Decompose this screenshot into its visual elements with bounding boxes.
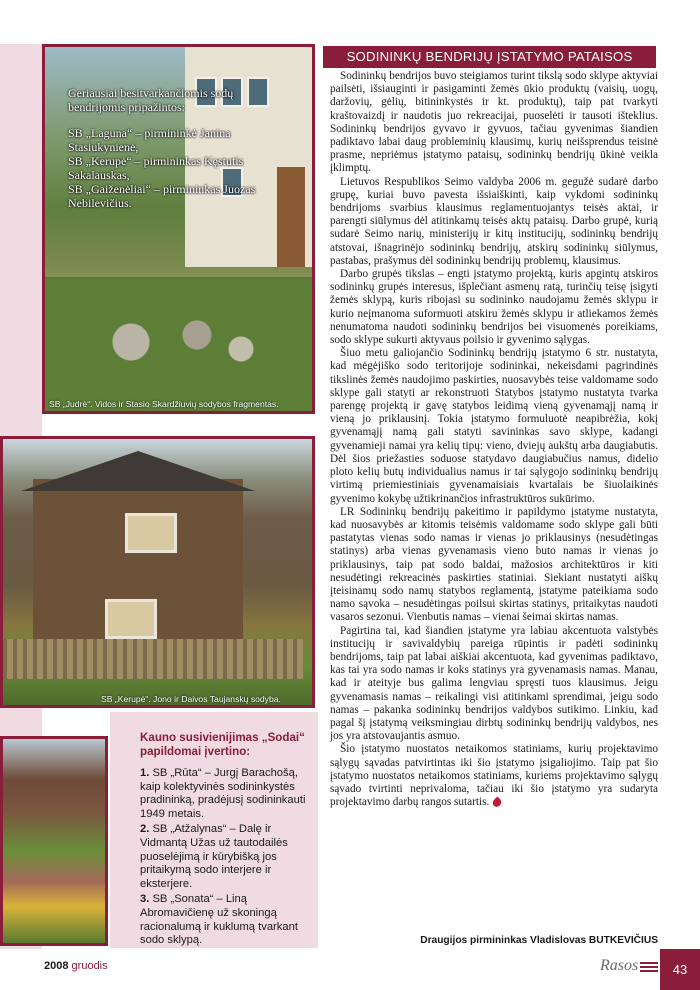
overlay-heading: Geriausiai besitvarkančiomis sodų bendrijomis pripažintos: bbox=[68, 86, 234, 114]
article-title: SODININKŲ BENDRIJŲ ĮSTATYMO PATAISOS bbox=[323, 46, 656, 68]
award-number: 3. bbox=[140, 893, 150, 906]
photo-caption-judre: SB „Judrė“. Vidos ir Stasio Skardžiuvių sodybos fragmentas. bbox=[49, 399, 279, 409]
logo-stripes-icon bbox=[640, 962, 658, 974]
award-text: SB „Sonata“ – Liną Abromavičienę už skoningą racionalumą ir kuklumą tvarkant sodo sklypą. bbox=[140, 893, 298, 947]
article-paragraph: LR Sodininkų bendrijų pakeitimo ir papildymo įstatyme nustatyta, kad nuosavybės ar kitomis teisėmis valdomame sodo sklype gali būti pastatytas vienas sodo namas ir vienas jo priklausinys (nesudėtingas statinys) arba vienas gyvenamasis vieno buto namas ir vienas jo priklausinys, taip pat sodo baldai, mažosios architektūros ir kiti nesudėtingi rekreacinės paskirties statiniai. Siekiant nustatyti aiškų įteisinamų sodo namų statybos reglamentą, įstatyme pateikiama sodo namo sąvoka – nesudėtingas poilsui skirtas statinys, pritaikytas naudoti vasaros sezonui. Vienbutis namas – vienai šeimai skirtas namas. bbox=[330, 505, 658, 624]
article-paragraph: Pagirtina tai, kad šiandien įstatyme yra labiau akcentuota valstybės institucijų ir savivaldybių pareiga rūpintis ir padėti sodininkų bendrijoms, taip pat labai aiškiai akcentuota, kad gyvenimas padiktavo, kas tai yra sodo namas ir koks statinys yra gyvenamasis namas. Manau, kad ir ateityje bus galima lengviau spręsti tuos klausimus. Jeigu gyvenamasis namas – reikalingi visi atitinkami sprendimai, jeigu sodo namas – pakanka sodininkų bendrijos valdybos sutikimo. Linkiu, kad pagal šį įstatymą veiksmingiau dirbtų sodininkų bendrijų valdybos, nes jos yra atstovaujantis asmuo. bbox=[330, 624, 658, 743]
page-number: 43 bbox=[660, 949, 700, 990]
awards-title: Kauno susivienijimas „Sodai“ papildomai įvertino: bbox=[140, 731, 305, 758]
article-paragraph: Sodininkų bendrijos buvo steigiamos turint tikslą sodo sklype aktyviai pailsėti, išsiauginti ir pasigaminti žemės ūkio produktų (vaisių, uogų, daržovių, gėlių, bitininkystės ir kt. produktų), taip pat tvarkyti kraštovaizdį ir naudotis juo rekreacijai, puoselėti ir tausoti išteklius. Sodininkų bendrijos gyvavo ir gyvuos, tačiau gyvenimas šiandien padiktavo labai daug probleminių klausimų, kurių neišsprendus teisinė prasme, nepriėmus įstatymo pataisų, sodininkų bendrijų ūkinė veikla įklimptų. bbox=[330, 70, 658, 175]
award-entry bbox=[140, 767, 310, 821]
overlay-item: SB „Laguna“ – pirmininkė Janina Stasiukynienė, bbox=[68, 126, 231, 154]
window-shape bbox=[105, 599, 157, 639]
garden-photo-small bbox=[0, 736, 108, 946]
article-paragraph: Darbo grupės tikslas – engti įstatymo projektą, kuris apgintų atskiros sodininkų grupės interesus, išplečiant asmenų ratą, turinčių teisę įsigyti žemės sklypą, kuris ribojasi su sodininko naudojamu žemės sklypu ir kurio neįmanoma suformuoti atskiru žemės sklypu ir atliekamos žemės nenumatoma naudoti sodininkų bendrijos bei visuomenės poreikiams, sodo sklype sukurti aktyvaus poilsio ir gyvenimo sąlygas. bbox=[330, 268, 658, 347]
photo-caption-kerupe: SB „Kerupė“. Jono ir Daivos Taujanskų sodyba. bbox=[101, 694, 281, 704]
author-signature: Draugijos pirmininkas Vladislovas BUTKEVIČIUS bbox=[420, 935, 658, 946]
garden-photo-kerupe bbox=[0, 436, 315, 708]
award-text: SB „Rūta“ – Jurgį Barachošą, kaip kolektyvinės sodininkystės pradininką, pradėjusį sodininkauti 1949 metais. bbox=[140, 767, 306, 820]
award-entry bbox=[140, 823, 310, 891]
article-paragraph: Šiuo metu galiojančio Sodininkų bendrijų įstatymo 6 str. nustatyta, kad mėgėjiško sodo teritorijoje sodininkai, nekeisdami pagrindinės tikslinės žemės naudojimo paskirties, nuosavybės teise valdomame sodo sklype gali statyti ar rekonstruoti Statybos įstatymo nustatyta tvarka parengę projektą ir gavę statybos leidimą vieną gyvenamąjį namą ir vieną jo priklausinį. Tokia įstatymo formuluotė neapibrėžia, kokį gyvenamąjį namą gali statyti savininkas savo sklype, kadangi gyvenamieji namai yra kelių tipų: vieno, dviejų aukštų arba daugiabutis. Dėl šios priežasties soduose statydavo daugiabučius namus, didelio ploto kelių butų individualius namus ir tai sąlygojo sodininkų bendrijų virtimą priemiestiniais gyvenamaisiais kvartalais be šiuolaikinės gyvenimo kokybę užtikrinančios infrastruktūros sukūrimo. bbox=[330, 347, 658, 505]
stones-shape bbox=[65, 307, 285, 377]
awards-panel-content bbox=[140, 731, 310, 950]
award-number: 2. bbox=[140, 823, 150, 836]
overlay-item: SB „Gaiženėliai“ – pirmininkas Juozas Nebilevičius. bbox=[68, 182, 256, 210]
article-paragraph-last bbox=[330, 743, 658, 809]
window-shape bbox=[125, 513, 177, 553]
issue-year: 2008 bbox=[44, 960, 69, 972]
article-body bbox=[330, 70, 658, 809]
best-gardens-overlay bbox=[68, 86, 268, 210]
top-margin bbox=[0, 0, 700, 44]
issue-month: gruodis bbox=[71, 960, 108, 972]
magazine-logo: Rasos bbox=[600, 957, 639, 974]
article-paragraph: Lietuvos Respublikos Seimo valdyba 2006 m. gegužė sudarė darbo grupę, kuriai buvo pavesta išsiaiškinti, kaip vykdomi sodininkų bendrijoms svarbius klausimus reglamentuojantys teisės aktai, ir parengti siūlymus dėl atitinkamų teisės aktų pataisų. Darbo grupė, kurią sudarė Seimo narių, ministerijų ir kitų institucijų, sodininkų bendrijų atstovai, išnagrinėjo sodininkų bendrijų, atskirų sodininkų siūlymus, pastabas, prašymus dėl sodininkų bendrijų problemų, klausimus. bbox=[330, 175, 658, 267]
article-paragraph-text: Šio įstatymo nuostatos netaikomos statiniams, kurių projektavimo sąlygų sąvadas patvirtintas iki šio įstatymo įsigaliojimo. Taip pat šio įstatymo nuostatos netaikomos statiniams, kuriems projektavimo sąlygų sąvado tvirtinti neprivaloma, tačiau iki šio įstatymo yra sudaryta projektavimo darbų rangos sutartis. bbox=[330, 743, 658, 809]
award-entry bbox=[140, 893, 310, 947]
roof-shape bbox=[21, 451, 255, 491]
end-mark-icon bbox=[491, 797, 503, 809]
award-text: SB „Atžalynas“ – Dalę ir Vidmantą Užas už tautodailės puoselėjimą ir kūrybišką jos pritaikymą sodo interjere ir eksterjere. bbox=[140, 823, 288, 890]
overlay-item: SB „Kerupė“ – pirmininkas Kęstutis Sakalauskas, bbox=[68, 154, 244, 182]
award-number: 1. bbox=[140, 767, 150, 779]
door-shape bbox=[277, 167, 305, 267]
wattle-fence-shape bbox=[3, 639, 303, 679]
issue-date bbox=[44, 960, 108, 972]
